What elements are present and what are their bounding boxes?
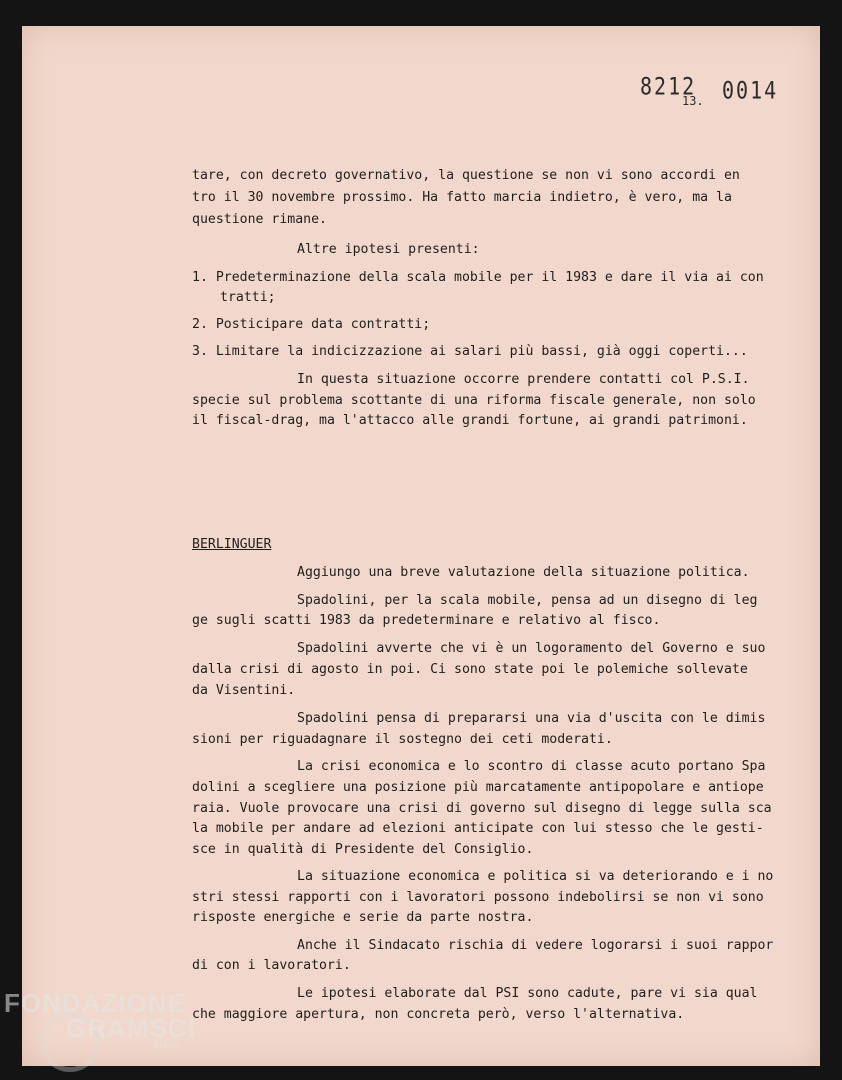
text-line: Spadolini avverte che vi è un logoramento del Governo e suo bbox=[297, 641, 766, 656]
text-line: sioni per riguadagnare il sostegno dei ceti moderati. bbox=[192, 732, 613, 747]
text-line: Anche il Sindacato rischia di vedere logorarsi i suoi rappor bbox=[297, 938, 774, 953]
text-line: specie sul problema scottante di una riforma fiscale generale, non solo bbox=[192, 393, 756, 408]
text-line: che maggiore apertura, non concreta però, verso l'alternativa. bbox=[192, 1007, 685, 1022]
text-line: Aggiungo una breve valutazione della situazione politica. bbox=[297, 565, 750, 580]
archive-code-left: 8212 bbox=[640, 71, 697, 101]
text-line: 3. Limitare la indicizzazione ai salari più bassi, già oggi coperti... bbox=[192, 344, 748, 359]
watermark-line2: GRAMSCI bbox=[66, 1013, 196, 1043]
text-line: ge sugli scatti 1983 da predeterminare e relativo al fisco. bbox=[192, 613, 661, 628]
text-line: risposte energiche e serie da parte nostra. bbox=[192, 910, 534, 925]
watermark bbox=[4, 988, 214, 1051]
text-line: dalla crisi di agosto in poi. Ci sono state poi le polemiche sollevate bbox=[192, 662, 748, 677]
text-line: il fiscal-drag, ma l'attacco alle grandi fortune, ai grandi patrimoni. bbox=[192, 413, 748, 428]
text-line: sce in qualità di Presidente del Consiglio. bbox=[192, 842, 534, 857]
text-line: la mobile per andare ad elezioni anticipate con lui stesso che le gesti- bbox=[192, 821, 764, 836]
text-line: Spadolini pensa di prepararsi una via d'uscita con le dimis bbox=[297, 711, 766, 726]
text-line: stri stessi rapporti con i lavoratori possono indebolirsi se non vi sono bbox=[192, 890, 764, 905]
text-line: raia. Vuole provocare una crisi di governo sul disegno di legge sulla sca bbox=[192, 801, 772, 816]
text-line: tratti; bbox=[220, 290, 276, 305]
text-line: La crisi economica e lo scontro di classe acuto portano Spa bbox=[297, 759, 766, 774]
archive-code-right: 0014 bbox=[722, 75, 779, 105]
watermark-line3: onlus bbox=[154, 1040, 178, 1051]
text-line: di con i lavoratori. bbox=[192, 958, 351, 973]
text-line: Altre ipotesi presenti: bbox=[297, 242, 480, 257]
text-line: Spadolini, per la scala mobile, pensa ad un disegno di leg bbox=[297, 593, 758, 608]
text-line: 2. Posticipare data contratti; bbox=[192, 317, 431, 332]
text-line: Le ipotesi elaborate dal PSI sono cadute, pare vi sia qual bbox=[297, 986, 758, 1001]
text-line: da Visentini. bbox=[192, 683, 296, 698]
text-line: questione rimane. bbox=[192, 212, 327, 227]
page-number: 13. bbox=[682, 94, 704, 108]
text-line: In questa situazione occorre prendere contatti col P.S.I. bbox=[297, 372, 750, 387]
text-line: La situazione economica e politica si va deteriorando e i no bbox=[297, 869, 774, 884]
speaker-heading: BERLINGUER bbox=[192, 537, 272, 552]
text-line: tro il 30 novembre prossimo. Ha fatto marcia indietro, è vero, ma la bbox=[192, 190, 732, 205]
text-line: tare, con decreto governativo, la questione se non vi sono accordi en bbox=[192, 168, 740, 183]
text-line: dolini a scegliere una posizione più marcatamente antipopolare e antiope bbox=[192, 780, 764, 795]
text-line: 1. Predeterminazione della scala mobile per il 1983 e dare il via ai con bbox=[192, 270, 764, 285]
watermark-line1: FONDAZIONE bbox=[4, 988, 186, 1018]
